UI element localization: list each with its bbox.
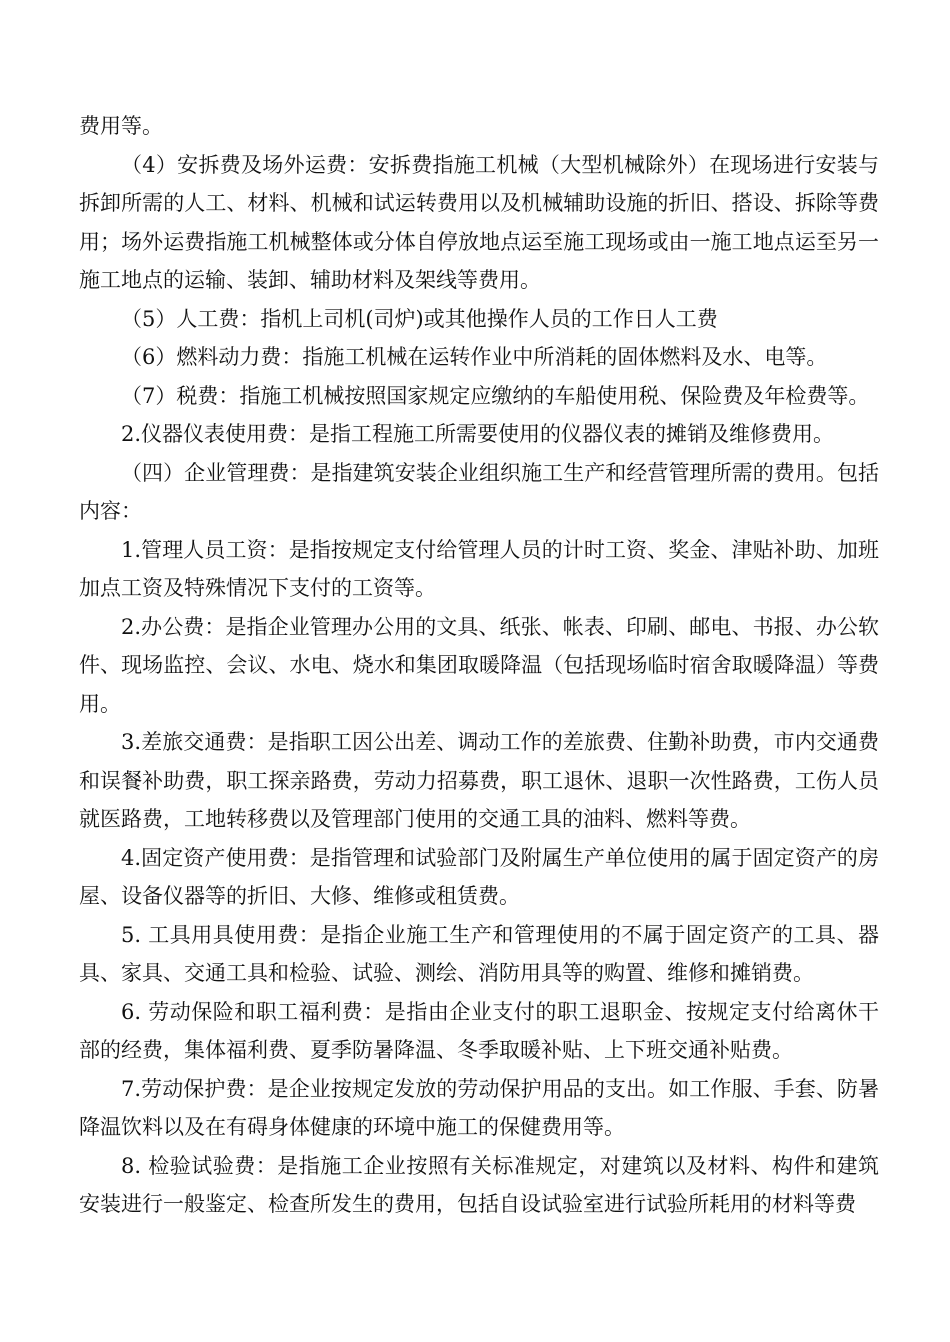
paragraph-installation-transport-fee: （4）安拆费及场外运费：安拆费指施工机械（大型机械除外）在现场进行安装与拆卸所需的人工、材料、机械和试运转费用以及机械辅助设施的折旧、搭设、拆除等费用；场外运费指施工机械整体或分体自停放地点运至施工现场或由一施工地点运至另一施工地点的运输、装卸、辅助材料及架线等费用。 xyxy=(79,152,879,292)
paragraph-fuel-power-fee: （6）燃料动力费：指施工机械在运转作业中所消耗的固体燃料及水、电等。 xyxy=(121,345,828,369)
document-body xyxy=(79,107,879,1224)
paragraph-tools-fee: 5. 工具用具使用费：是指企业施工生产和管理使用的不属于固定资产的工具、器具、家具、交通工具和检验、试验、测绘、消防用具等的购置、维修和摊销费。 xyxy=(79,922,879,985)
paragraph-enterprise-management-fee: （四）企业管理费：是指建筑安装企业组织施工生产和经营管理所需的费用。包括内容： xyxy=(79,460,879,523)
paragraph-instrument-fee: 2.仪器仪表使用费：是指工程施工所需要使用的仪器仪表的摊销及维修费用。 xyxy=(121,422,835,446)
paragraph-fees-continued: 费用等。 xyxy=(79,114,163,138)
paragraph-labor-protection-fee: 7.劳动保护费：是企业按规定发放的劳动保护用品的支出。如工作服、手套、防暑降温饮料以及在有碍身体健康的环境中施工的保健费用等。 xyxy=(79,1076,879,1139)
paragraph-tax-fee: （7）税费：指施工机械按照国家规定应缴纳的车船使用税、保险费及年检费等。 xyxy=(121,383,870,408)
paragraph-travel-fee: 3.差旅交通费：是指职工因公出差、调动工作的差旅费、住勤补助费，市内交通费和误餐补助费，职工探亲路费，劳动力招募费，职工退休、退职一次性路费，工伤人员就医路费，工地转移费以及管理部门使用的交通工具的油料、燃料等费。 xyxy=(79,730,879,831)
paragraph-labor-insurance-welfare: 6. 劳动保险和职工福利费：是指由企业支付的职工退职金、按规定支付给离休干部的经费，集体福利费、夏季防暑降温、冬季取暖补贴、上下班交通补贴费。 xyxy=(79,999,879,1062)
paragraph-labor-fee: （5）人工费：指机上司机(司炉)或其他操作人员的工作日人工费 xyxy=(121,306,718,331)
paragraph-fixed-asset-fee: 4.固定资产使用费：是指管理和试验部门及附属生产单位使用的属于固定资产的房屋、设备仪器等的折旧、大修、维修或租赁费。 xyxy=(79,845,879,908)
paragraph-office-fee: 2.办公费：是指企业管理办公用的文具、纸张、帐表、印刷、邮电、书报、办公软件、现场监控、会议、水电、烧水和集团取暖降温（包括现场临时宿舍取暖降温）等费用。 xyxy=(79,614,879,716)
paragraph-inspection-test-fee: 8. 检验试验费：是指施工企业按照有关标准规定，对建筑以及材料、构件和建筑安装进行一般鉴定、检查所发生的费用，包括自设试验室进行试验所耗用的材料等费 xyxy=(79,1153,879,1216)
paragraph-management-salary: 1.管理人员工资：是指按规定支付给管理人员的计时工资、奖金、津贴补助、加班加点工资及特殊情况下支付的工资等。 xyxy=(79,537,879,600)
